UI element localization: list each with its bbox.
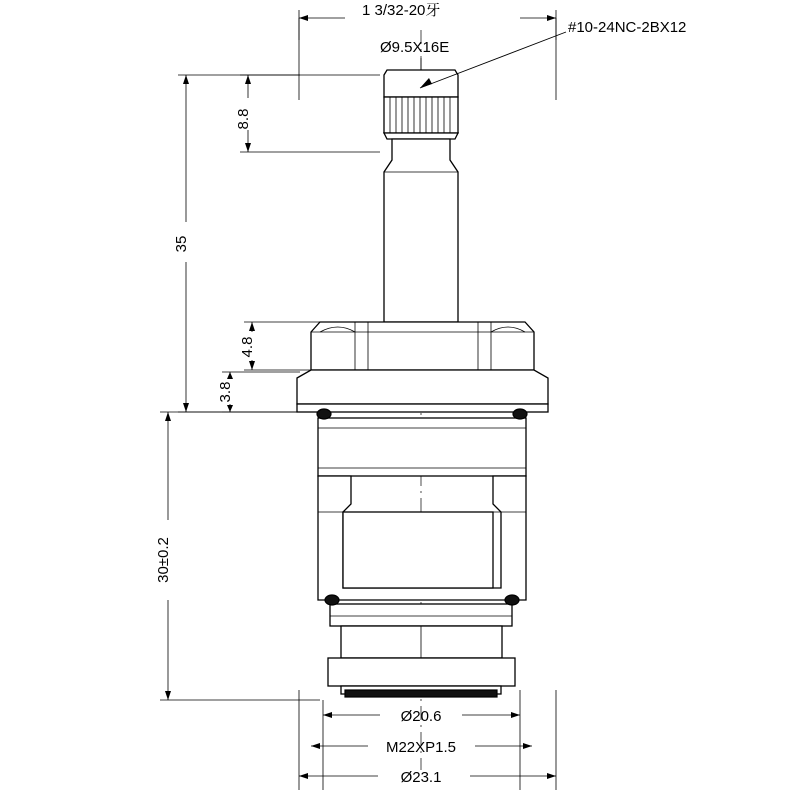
- note-screw: #10-24NC-2BX12: [568, 19, 687, 36]
- dim-body-thread: M22XP1.5: [385, 739, 457, 756]
- dim-overall-upper: 35: [173, 235, 190, 253]
- dim-outer-diameter: Ø23.1: [400, 769, 442, 786]
- o-ring-right-top: [513, 409, 527, 419]
- dim-seal-diameter: Ø20.6: [400, 708, 442, 725]
- body-middle: [318, 476, 526, 600]
- dim-flange-height: 3.8: [217, 381, 234, 403]
- dim-body-height: 30±0.2: [155, 537, 172, 583]
- o-ring-right-bottom: [505, 595, 519, 605]
- bottom-seal: [345, 690, 497, 697]
- o-ring-left-top: [317, 409, 331, 419]
- dim-hex-height: 4.8: [239, 336, 256, 358]
- o-ring-left-bottom: [325, 595, 339, 605]
- hex-nut: [311, 322, 534, 370]
- dim-stem-spline: Ø9.5X16E: [380, 39, 450, 56]
- body-upper-collar: [317, 409, 527, 476]
- flange: [297, 370, 548, 412]
- dim-spline-height: 8.8: [235, 108, 252, 130]
- base-seat: [328, 626, 515, 697]
- stem-spline: [384, 70, 458, 139]
- dim-top-thread: 1 3/32-20牙: [362, 2, 441, 19]
- stem-shaft: [384, 139, 458, 322]
